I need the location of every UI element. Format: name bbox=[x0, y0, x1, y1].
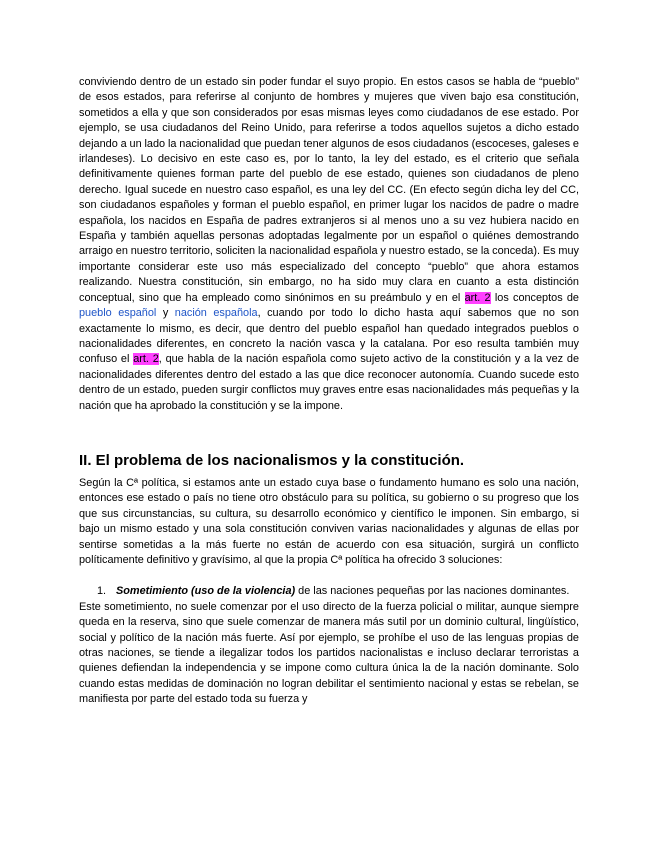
text-run: , cuando por todo lo dicho hasta aquí sabemos que no son exactamente lo mismo, es decir, que dentro del pueblo español han quedado integrados pueblos o nacionalidades diferentes, en concreto la nación vasca y la catalana. Por eso resulta también muy confuso el bbox=[79, 307, 579, 366]
list-number: 1. bbox=[97, 585, 107, 598]
text-run: y bbox=[156, 307, 175, 320]
body-paragraph-2: Según la Cª política, si estamos ante un estado cuya base o fundamento humano es solo una nación, entonces ese estado o país no tiene otro obstáculo para su política, su gobierno o su progreso que los que sus circunstancias, su cultura, su desarrollo económico y científico le imponen. Sin embargo, si bajo un mismo estado y una sola constitución conviven varias nacionalidades y algunas de ellas por sentirse sometidas a la más fuerte no están de acuerdo con esa situación, surgirá un conflicto políticamente definitivo y gravísimo, al que la propia Cª política ha ofrecido 3 soluciones: bbox=[79, 476, 579, 566]
text-run: los conceptos de bbox=[490, 291, 579, 304]
link-pueblo-espanol[interactable]: pueblo español bbox=[79, 307, 157, 320]
solutions-list bbox=[79, 584, 579, 599]
section-heading: II. El problema de los nacionalismos y la constitución. bbox=[79, 451, 465, 469]
text-run: , que habla de la nación española como sujeto activo de la constitución y a la vez de nacionalidades diferentes dentro del estado a las que dice reconocer autonomía. Cuando sucede esto dentro de un estado, pueden surgir conflictos muy graves entre esas nacionalidades más pequeñas y la nación que ha aprobado la constitución y se la impone. bbox=[79, 353, 579, 412]
link-nacion-espanola[interactable]: nación española bbox=[174, 307, 258, 320]
highlight-art-2-second: art. 2 bbox=[133, 353, 159, 366]
text-run: conviviendo dentro de un estado sin poder fundar el suyo propio. En estos casos se habla de “pueblo” de esos estados, para referirse al conjunto de hombres y mujeres que viven bajo esa constitución, sometidos a ella y que son considerados por esas mismas leyes como ciudadanos de ese estado. Por ejemplo, se usa ciudadanos del Reino Unido, para referirse a todos aquellos sujetos a dicho estado dejando a un lado la nacionalidad que puedan tener algunos de esos ciudadanos (escoceses, galeses e irlandeses). Lo decisivo en este caso es, por lo tanto, la ley del estado, es el criterio que señala definitivamente quienes forman parte del pueblo de ese estado, quienes son ciudadanos de pleno derecho. Igual sucede en nuestro caso español, es una ley del CC. (En efecto según dicha ley del CC, son ciudadanos españoles y forman el pueblo español, en primer lugar los nacidos de padre o madre española, los nacidos en España de padres extranjeros si al menos uno a su vez hubiera nacido en España y también aquellas personas adoptadas legalmente por un español o quiénes demostrando arraigo en nuestro territorio, soliciten la nacionalidad española y nuestro estado, se la conceda). Es muy importante considerar este uso más especializado del concepto “pueblo” que ahora estamos realizando. Nuestra constitución, sin embargo, no ha sido muy clara en cuanto a esta distinción conceptual, sino que ha empleado como sinónimos en su preámbulo y en el bbox=[79, 76, 579, 304]
body-paragraph-1 bbox=[79, 75, 579, 414]
body-paragraph-3: Este sometimiento, no suele comenzar por el uso directo de la fuerza policial o militar, aunque siempre queda en la reserva, sino que suele comenzar de manera más sutil por un dominio cultural, lingüístico, social y político de la nación más fuerte. Así por ejemplo, se prohíbe el uso de las lenguas propias de otras naciones, se tiende a ilegalizar todos los partidos nacionalistas e incluso declarar terroristas a quienes defiendan la independencia y se impone como cultura única la de la nación dominante. Solo cuando estas medidas de dominación no logran debilitar el sentimiento nacional y estas se rebelan, se manifiesta por parte del estado toda su fuerza y bbox=[79, 600, 579, 706]
list-item-emphasis: Sometimiento (uso de la violencia) bbox=[116, 585, 296, 598]
list-item bbox=[79, 584, 579, 599]
highlight-art-2-first: art. 2 bbox=[464, 291, 491, 304]
list-item-rest: de las naciones pequeñas por las naciones dominantes. bbox=[295, 585, 570, 598]
list-item-text bbox=[116, 584, 579, 599]
